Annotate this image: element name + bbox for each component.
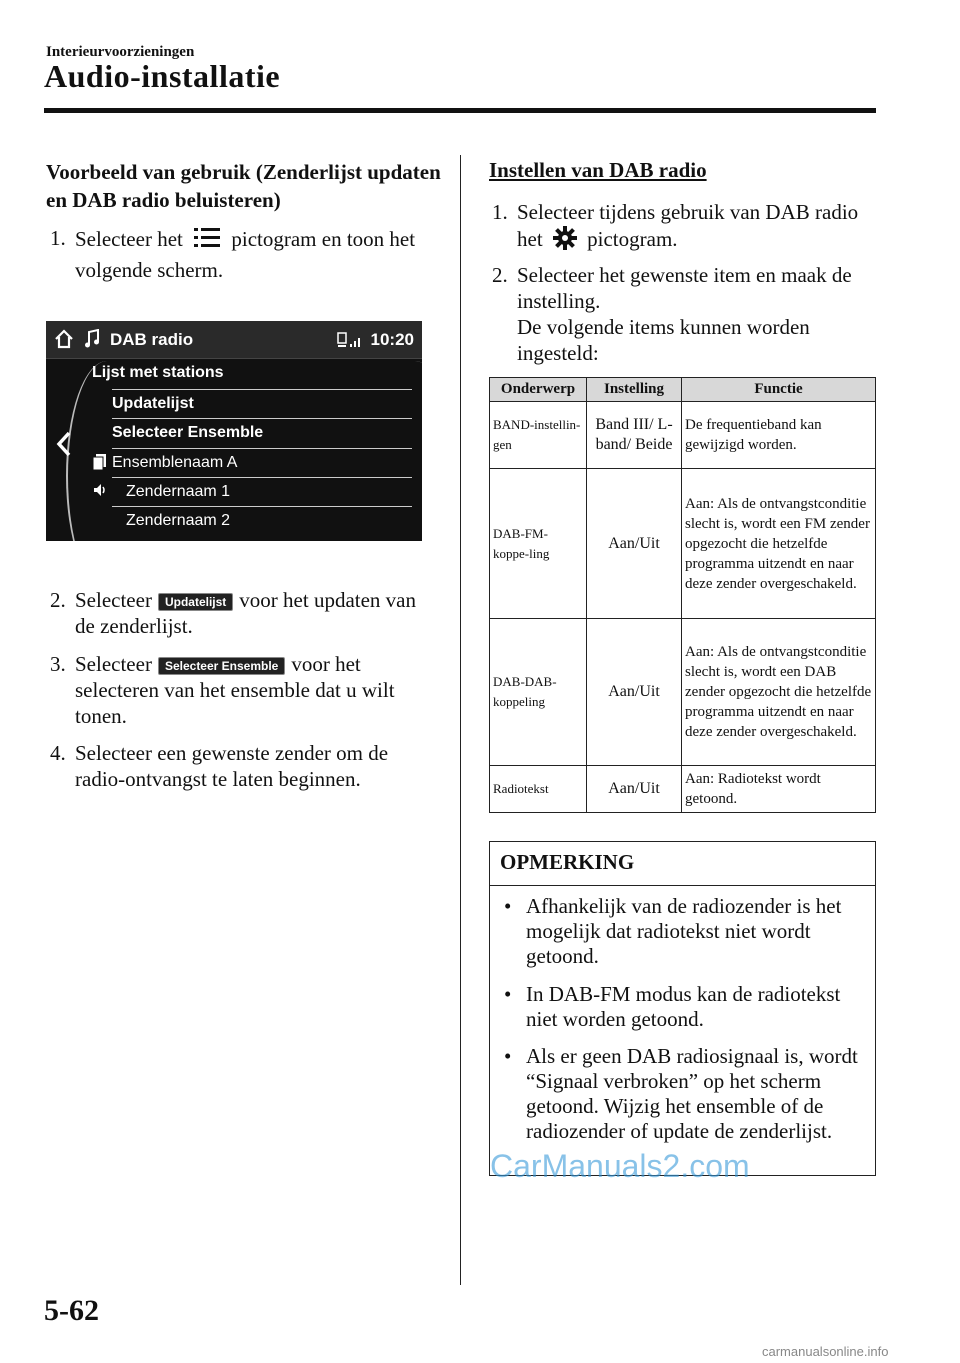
note-item: • Als er geen DAB radiosignaal is, wordt “Signaal verbroken” op het scherm getoond. Wijzig het ensemble of de radiozender of update de zenderlijst. — [504, 1044, 868, 1144]
table-row — [490, 469, 876, 619]
home-icon[interactable] — [54, 329, 74, 354]
row-label: Ensemblenaam A — [112, 454, 238, 471]
step-text: Selecteer tijdens gebruik van DAB radio het — [517, 200, 859, 251]
watermark-logo: CarManuals2.com — [490, 1148, 750, 1184]
dab-settings-table — [489, 377, 876, 813]
station-list — [72, 360, 416, 538]
table-row — [490, 619, 876, 766]
station-list-row[interactable] — [112, 506, 412, 536]
section-label: Interieurvoorzieningen — [46, 44, 195, 60]
dab-radio-screen — [46, 321, 422, 541]
example-heading: Voorbeeld van gebruik (Zenderlijst updaten en DAB radio beluisteren) — [46, 160, 441, 212]
note-text: In DAB-FM modus kan de radiotekst niet worden getoond. — [526, 982, 841, 1031]
right-step-1 — [492, 199, 872, 257]
table-cell: Aan: Als de ontvangstconditie slecht is, wordt een DAB zender opgezocht die hetzelfde programma uitzendt en naar deze zender overgeschakeld. — [682, 619, 876, 766]
row-label: Zendernaam 2 — [126, 512, 231, 529]
table-cell: Radiotekst — [490, 766, 587, 813]
step-text: Selecteer een gewenste zender om de radio-ontvangst te laten beginnen. — [75, 741, 389, 791]
step-text: Selecteer het — [75, 226, 183, 251]
gear-icon — [552, 225, 578, 257]
table-cell: Aan: Radiotekst wordt getoond. — [682, 766, 876, 813]
note-item: • Afhankelijk van de radiozender is het mogelijk dat radiotekst niet wordt getoond. — [504, 894, 868, 969]
updatelijst-chip: Updatelijst — [158, 593, 233, 611]
row-label: Selecteer Ensemble — [112, 424, 264, 441]
column-divider — [460, 155, 461, 1285]
step-text: pictogram en toon het volgende scherm. — [75, 226, 416, 282]
table-header-row — [490, 378, 876, 402]
table-cell: Band III/ L-band/ Beide — [587, 402, 682, 469]
table-cell: Aan: Als de ontvangstconditie slecht is, wordt een FM zender opgezocht die hetzelfde programma uitzendt en naar deze zender overgeschakeld. — [682, 469, 876, 619]
step-number: 2. — [492, 263, 508, 287]
page-title: Audio-installatie — [44, 58, 281, 94]
row-label: Updatelijst — [112, 395, 194, 412]
station-list-row[interactable] — [112, 389, 412, 419]
speaker-icon — [92, 482, 108, 503]
back-chevron-icon[interactable] — [56, 431, 72, 462]
table-cell: DAB-FM-koppe-ling — [490, 469, 587, 619]
step-number: 1. — [492, 200, 508, 224]
station-list-row[interactable] — [112, 477, 412, 507]
list-icon — [192, 225, 222, 257]
table-cell: De frequentieband kan gewijzigd worden. — [682, 402, 876, 469]
left-step-1 — [50, 225, 440, 283]
step-text: Selecteer — [75, 588, 152, 612]
left-step-2 — [50, 587, 440, 639]
step-number: 4. — [50, 741, 66, 765]
table-cell: Aan/Uit — [587, 469, 682, 619]
table-row — [490, 766, 876, 813]
row-label: Zendernaam 1 — [126, 483, 231, 500]
table-row — [490, 402, 876, 469]
title-rule — [44, 108, 876, 113]
station-list-row[interactable] — [112, 448, 412, 478]
table-cell: Aan/Uit — [587, 619, 682, 766]
step-text: voor het updaten van de zenderlijst. — [75, 588, 416, 638]
note-box — [489, 841, 876, 1176]
left-step-3 — [50, 651, 442, 729]
note-text: Als er geen DAB radiosignaal is, wordt “Signaal verbroken” op het scherm getoond. Wijzig het ensemble of de radiozender of update de zenderlijst. — [526, 1044, 858, 1143]
station-list-heading: Lijst met stations — [92, 364, 224, 381]
station-list-row[interactable] — [112, 418, 412, 448]
column-header: Instelling — [587, 378, 682, 402]
page-number: 5-62 — [44, 1294, 99, 1327]
step-text: pictogram. — [587, 226, 678, 251]
step-text: voor het selecteren van het ensemble dat u wilt tonen. — [75, 652, 395, 728]
music-note-icon — [84, 329, 100, 354]
right-step-2 — [492, 262, 872, 366]
step-number: 2. — [50, 588, 66, 612]
note-divider — [490, 885, 875, 886]
signal-icon — [336, 331, 364, 354]
step-number: 1. — [50, 226, 66, 250]
dab-settings-heading: Instellen van DAB radio — [489, 158, 707, 182]
note-title: OPMERKING — [500, 850, 635, 874]
column-header: Functie — [682, 378, 876, 402]
left-step-4 — [50, 740, 440, 792]
screen-status-bar — [46, 321, 422, 359]
note-item: • In DAB-FM modus kan de radiotekst niet worden getoond. — [504, 982, 868, 1032]
ensemble-icon — [92, 453, 108, 476]
screen-clock: 10:20 — [370, 330, 414, 349]
table-cell: Aan/Uit — [587, 766, 682, 813]
table-cell: DAB-DAB-koppeling — [490, 619, 587, 766]
site-footer-text: carmanualsonline.info — [762, 1344, 889, 1359]
step-number: 3. — [50, 652, 66, 676]
note-text: Afhankelijk van de radiozender is het mogelijk dat radiotekst niet wordt getoond. — [526, 894, 842, 968]
column-header: Onderwerp — [490, 378, 587, 402]
screen-title: DAB radio — [110, 330, 194, 349]
selecteer-ensemble-chip: Selecteer Ensemble — [158, 657, 285, 675]
step-text: De volgende items kunnen worden ingesteld: — [517, 315, 810, 365]
table-cell: BAND-instellin-gen — [490, 402, 587, 469]
step-text: Selecteer — [75, 652, 152, 676]
step-text: Selecteer het gewenste item en maak de instelling. — [517, 263, 852, 313]
